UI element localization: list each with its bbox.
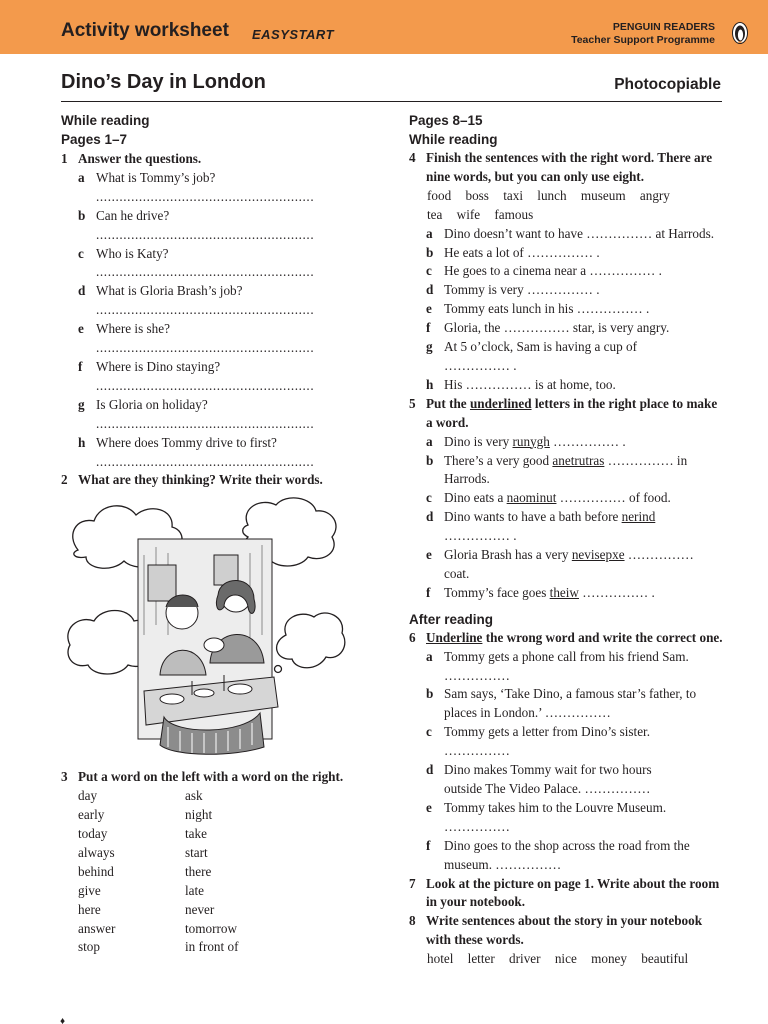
item-text: At 5 o’clock, Sam is having a cup of (444, 339, 638, 355)
item-blank: …………… . (444, 357, 517, 373)
word-pair-row (61, 882, 371, 901)
question-item (61, 169, 371, 188)
question-item: e Tommy takes him to the Louvre Museum. …………… (426, 799, 667, 834)
question-8 (409, 912, 723, 950)
item-letter: b (78, 207, 86, 223)
penguin-logo-icon (732, 22, 748, 44)
left-word: stop (78, 939, 100, 955)
left-word: always (78, 844, 115, 860)
underlined-word: underlined (469, 395, 532, 411)
question-item: f Tommy’s face goes theiw …………… . (426, 584, 655, 600)
question-item: e Tommy eats lunch in his …………… . (426, 301, 650, 317)
scrambled-word: runygh (512, 433, 550, 449)
item-text: Tommy is very …………… . (444, 282, 600, 298)
question-5 (409, 395, 723, 433)
item-letter: f (78, 358, 83, 374)
item-text: Can he drive? (96, 207, 170, 223)
word-pair-row (61, 920, 371, 939)
answer-line: ........................................................ (96, 453, 315, 469)
question-text: letters in the right place to make a word. (426, 395, 718, 430)
question-text: the wrong word and write the correct one. (485, 629, 723, 645)
question-item: b He eats a lot of …………… . (426, 244, 600, 260)
answer-line: ........................................................ (96, 226, 315, 242)
worksheet-type: Activity worksheet (61, 20, 229, 41)
question-item (61, 320, 371, 339)
question-item: b Sam says, ‘Take Dino, a famous star’s father, to places in London.’ …………… (426, 686, 697, 721)
section-heading-pages-8-15: Pages 8–15 (409, 113, 483, 128)
word-box-row: hotel letter driver nice money beautiful (427, 951, 689, 967)
scrambled-word: anetrutras (552, 452, 605, 468)
item-text: He eats a lot of …………… . (444, 244, 600, 260)
brand-line-1: PENGUIN READERS (612, 21, 715, 33)
question-number: 1 (61, 151, 68, 166)
header-banner (0, 0, 768, 54)
word-pair-row (61, 787, 371, 806)
question-number: 5 (409, 395, 416, 411)
item-text: His …………… is at home, too. (444, 376, 616, 392)
page-title: Dino’s Day in London (61, 71, 266, 93)
answer-line: ........................................................ (96, 415, 315, 431)
right-word: start (185, 844, 208, 860)
question-item: d Dino makes Tommy wait for two hours outside The Video Palace. …………… (426, 762, 652, 796)
answer-line: ........................................................ (96, 264, 315, 280)
question-text: Finish the sentences with the right word. There are nine words, but you can only use eight. (426, 150, 713, 184)
section-heading-pages-1-7: Pages 1–7 (61, 132, 128, 147)
question-item: d Tommy is very …………… . (426, 282, 600, 298)
word-pair-row (61, 901, 371, 920)
question-item (61, 396, 371, 415)
left-word: day (78, 788, 98, 804)
question-text: Put the (426, 395, 467, 411)
question-item (61, 207, 371, 226)
scrambled-word: nevisepxe (571, 547, 625, 563)
title-rule (61, 101, 722, 102)
item-letter: d (78, 283, 86, 299)
question-item (61, 282, 371, 301)
question-item: a Dino doesn’t want to have …………… at Harrods. (426, 225, 715, 241)
word-pair-row (61, 825, 371, 844)
question-item (61, 434, 371, 453)
question-item: c Dino eats a naominut …………… of food. (426, 490, 671, 506)
item-text: Who is Katy? (96, 245, 169, 261)
question-item: a Tommy gets a phone call from his friend Sam. …………… (426, 648, 689, 683)
question-number: 8 (409, 913, 416, 929)
item-text: Where is Dino staying? (96, 358, 221, 374)
right-word: tomorrow (185, 920, 238, 936)
question-2 (61, 471, 371, 490)
answer-line: ........................................................ (96, 302, 315, 318)
question-item: a Dino is very runygh …………… . (426, 433, 626, 449)
question-item: f Gloria, the …………… star, is very angry. (426, 320, 670, 336)
question-item: c He goes to a cinema near a …………… . (426, 263, 662, 279)
item-text: Is Gloria on holiday? (96, 396, 208, 412)
word-pair-row (61, 806, 371, 825)
question-item: e Gloria Brash has a very nevisepxe …………… coat. (426, 547, 694, 581)
right-word: there (185, 863, 212, 879)
right-word: night (185, 807, 213, 823)
section-heading-while-reading: While reading (61, 113, 150, 128)
question-number: 7 (409, 875, 416, 891)
scrambled-word: naominut (506, 490, 557, 506)
question-text: Write sentences about the story in your notebook with these words. (426, 913, 703, 948)
thought-bubble-bottom-right (277, 613, 345, 668)
question-7 (409, 875, 723, 913)
item-letter: a (78, 169, 85, 185)
item-text: Gloria, the …………… star, is very angry. (444, 320, 670, 336)
right-word: take (185, 826, 207, 842)
question-number: 4 (409, 150, 416, 165)
level-label: EASYSTART (252, 27, 335, 42)
question-number: 2 (61, 472, 68, 488)
photocopiable-label: Photocopiable (614, 76, 721, 93)
question-3 (61, 768, 371, 787)
item-letter: h (78, 434, 86, 450)
publisher-brand (571, 21, 715, 47)
question-item (61, 358, 371, 377)
word-box-row: tea wife famous (427, 206, 534, 222)
item-text: Tommy eats lunch in his …………… . (444, 301, 650, 317)
right-word: never (185, 901, 215, 917)
footer-mark: ♦ (60, 1016, 66, 1024)
right-word: in front of (185, 939, 239, 955)
left-word: here (78, 901, 101, 917)
question-text: What are they thinking? Write their words. (78, 472, 323, 488)
right-column (409, 111, 723, 969)
right-word: late (185, 882, 205, 898)
thought-bubbles-illustration (64, 495, 346, 758)
section-heading-while-reading: While reading (409, 132, 498, 147)
item-letter: e (78, 321, 84, 337)
question-item (61, 245, 371, 264)
scrambled-word: nerind (621, 509, 656, 525)
word-pair-row (61, 844, 371, 863)
question-6 (409, 629, 723, 648)
brand-line-2: Teacher Support Programme (571, 34, 715, 46)
word-box-row: food boss taxi lunch museum angry (427, 187, 670, 203)
question-item: h His …………… is at home, too. (426, 376, 616, 392)
question-item: b There’s a very good anetrutras …………… in Harrods. (426, 452, 688, 487)
item-text: What is Tommy’s job? (96, 169, 216, 185)
question-item: g At 5 o’clock, Sam is having a cup of …………… . (426, 339, 638, 373)
question-item: d Dino wants to have a bath before nerind …………… . (426, 509, 656, 544)
question-item: c Tommy gets a letter from Dino’s sister. …………… (426, 724, 651, 759)
answer-line: ........................................................ (96, 188, 315, 204)
question-number: 3 (61, 769, 68, 785)
item-letter: c (78, 245, 84, 261)
left-word: give (78, 882, 101, 898)
section-heading-after-reading: After reading (409, 611, 494, 627)
answer-line: ........................................................ (96, 340, 315, 356)
left-word: behind (78, 863, 114, 879)
left-word: answer (78, 920, 116, 936)
left-word: early (78, 807, 105, 823)
item-text: Where does Tommy drive to first? (96, 434, 277, 450)
question-1 (61, 150, 371, 169)
word-pair-row (61, 863, 371, 882)
item-text: He goes to a cinema near a …………… . (444, 263, 662, 279)
underlined-word: Underline (426, 629, 483, 645)
question-number: 6 (409, 629, 416, 645)
word-pair-row (61, 938, 371, 957)
item-letter: g (78, 396, 85, 412)
question-text: Put a word on the left with a word on the right. (78, 769, 344, 785)
question-text: Answer the questions. (78, 151, 202, 166)
question-4 (409, 149, 723, 187)
item-text: What is Gloria Brash’s job? (96, 283, 243, 299)
question-item: f Dino goes to the shop across the road from the museum. …………… (426, 837, 690, 872)
item-text: Dino doesn’t want to have …………… at Harrods. (444, 225, 715, 241)
item-text: Where is she? (96, 321, 170, 337)
question-text: Look at the picture on page 1. Write about the room in your notebook. (426, 875, 720, 910)
left-word: today (78, 826, 108, 842)
answer-line: ........................................................ (96, 377, 315, 393)
scrambled-word: theiw (549, 584, 579, 600)
right-word: ask (185, 788, 203, 804)
